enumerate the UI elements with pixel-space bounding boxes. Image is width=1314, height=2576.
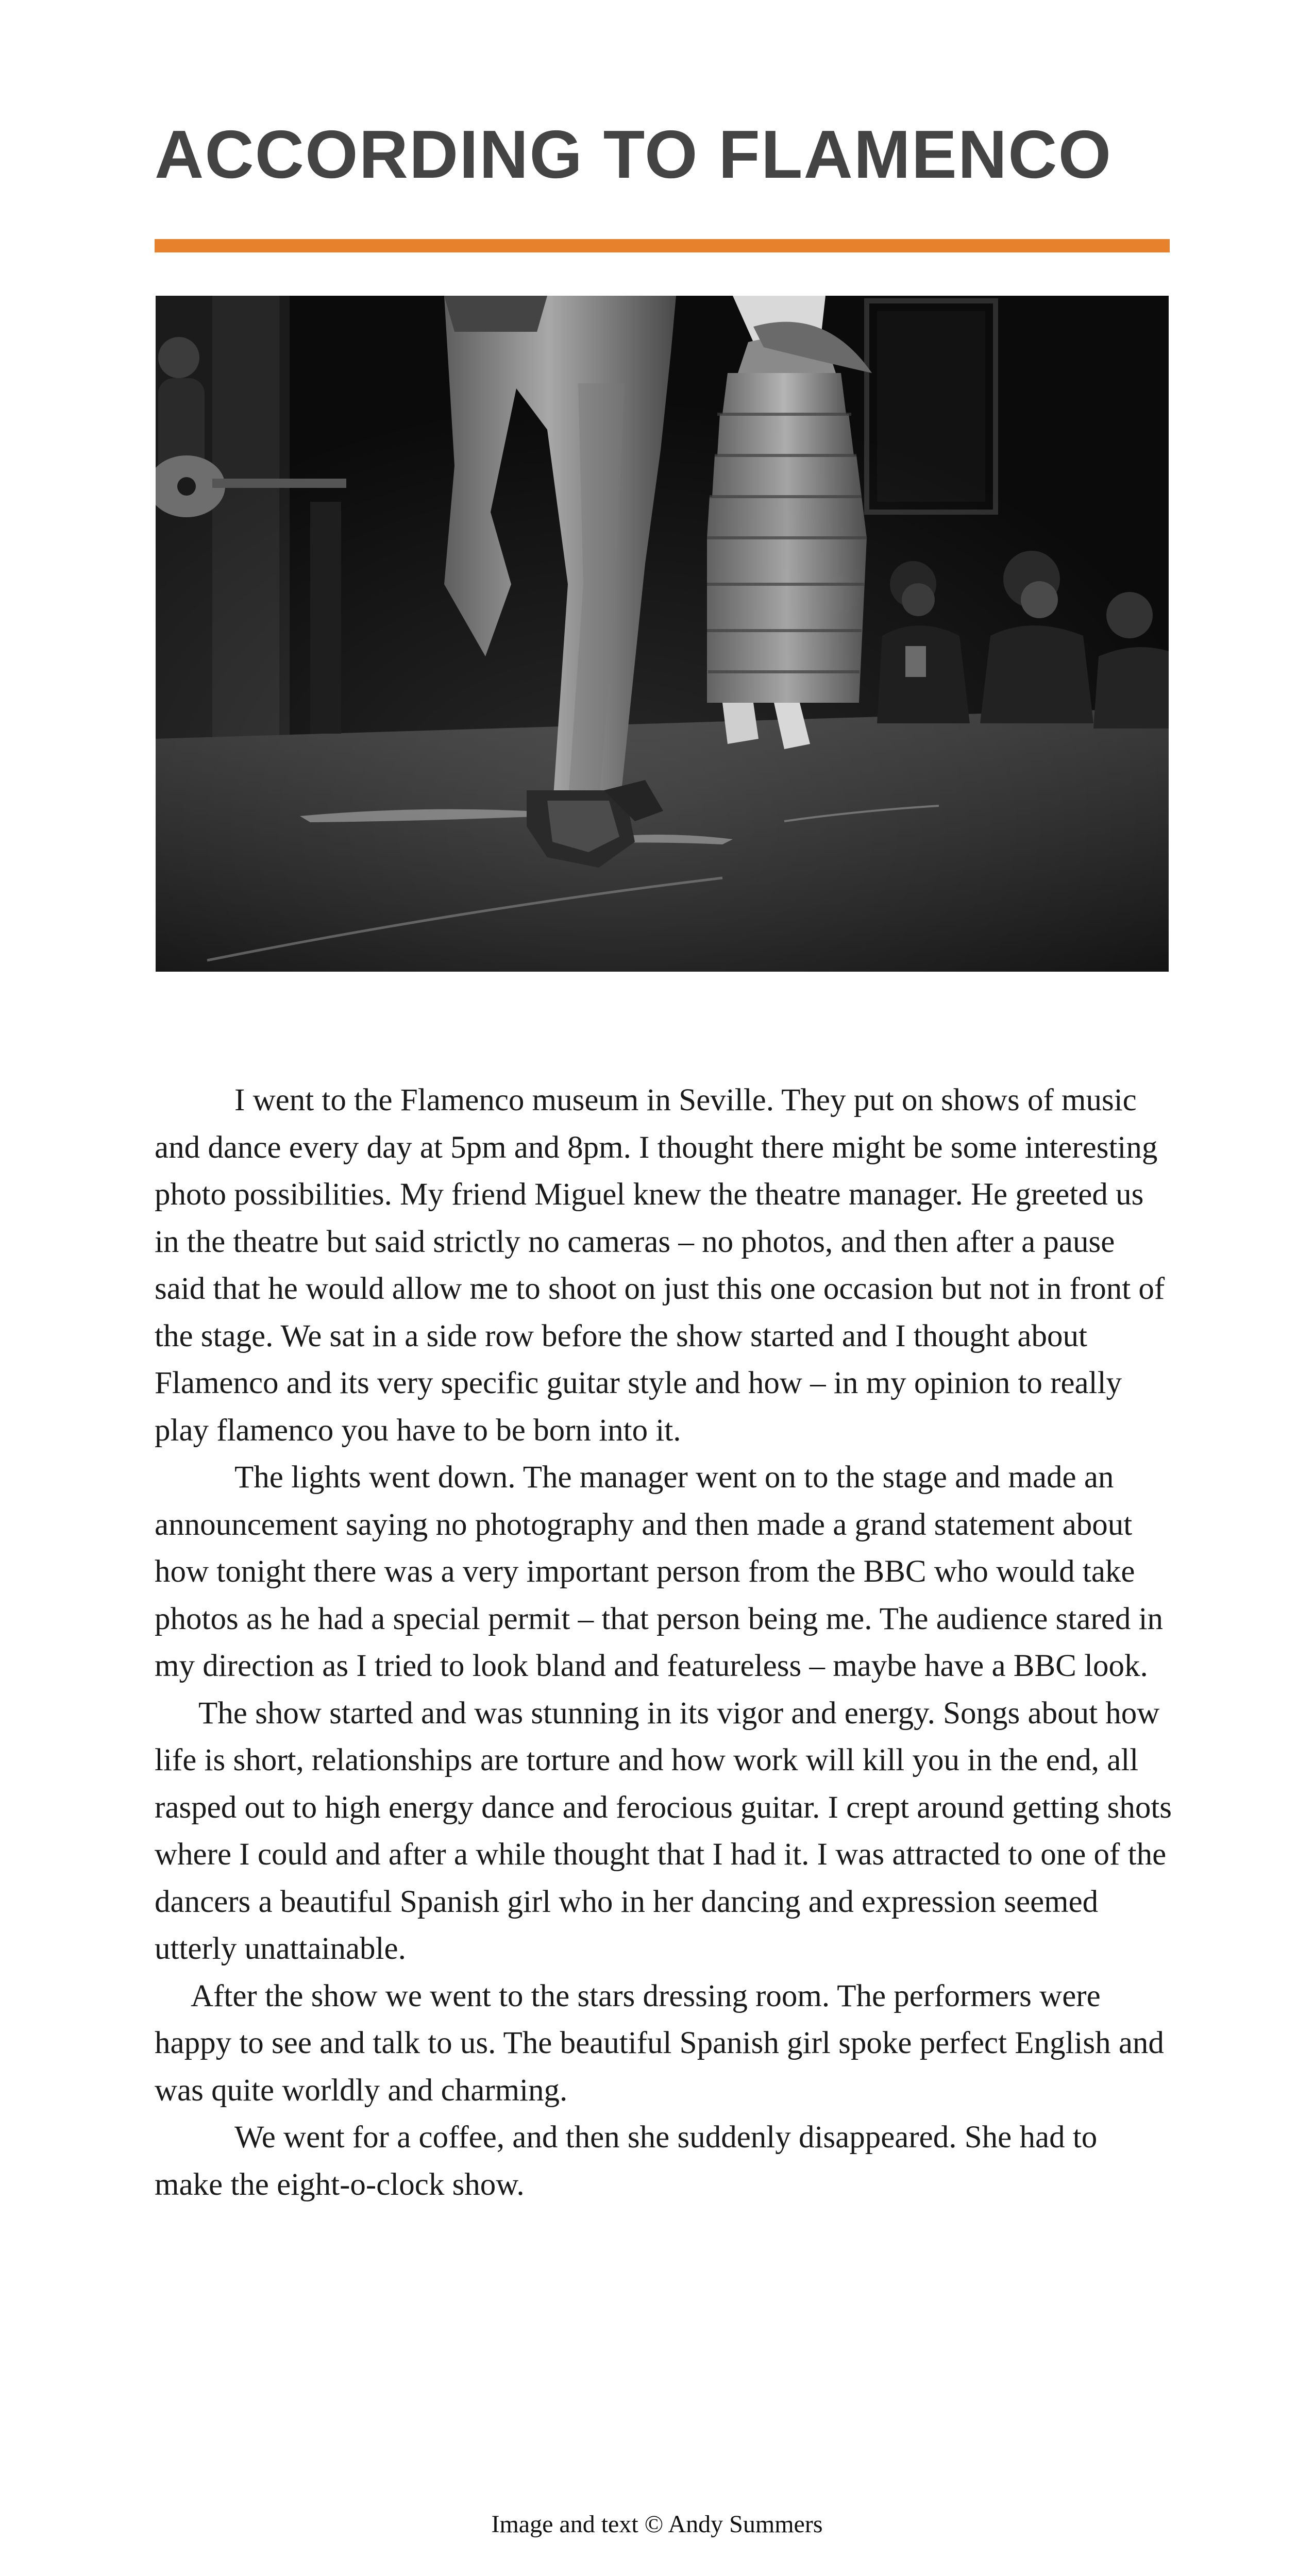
paragraph: The show started and was stunning in its vigor and energy. Songs about how life is short, relationships are torture and how work will kill you in the end, all rasped out to high energy dance and ferocious guitar. I crept around getting shots where I could and after a while thought that I had it. I was attracted to one of the dancers a beautiful Spanish girl who in her dancing and expression seemed utterly unattainable.	[155, 1696, 1172, 1966]
flamenco-photo-illustration	[156, 296, 1169, 972]
paragraph: After the show we went to the stars dressing room. The performers were happy to see and talk to us. The beautiful Spanish girl spoke perfect English and was quite worldly and charming.	[155, 1978, 1164, 2108]
paragraph: We went for a coffee, and then she suddenly disappeared. She had to make the eight-o-clock show.	[155, 2120, 1098, 2202]
page-title: ACCORDING TO FLAMENCO	[155, 116, 1113, 192]
title-underline	[155, 239, 1170, 252]
article-body	[155, 1077, 1172, 2208]
flamenco-photo	[156, 296, 1169, 972]
paragraph: I went to the Flamenco museum in Seville. They put on shows of music and dance every day at 5pm and 8pm. I thought there might be some interesting photo possibilities. My friend Miguel knew the theatre manager. He greeted us in the theatre but said strictly no cameras – no photos, and then after a pause said that he would allow me to shoot on just this one occasion but not in front of the stage. We sat in a side row before the show started and I thought about Flamenco and its very specific guitar style and how – in my opinion to really play flamenco you have to be born into it.	[155, 1083, 1165, 1448]
paragraph: The lights went down. The manager went on to the stage and made an announcement saying no photography and then made a grand statement about how tonight there was a very important person from the BBC who would take photos as he had a special permit – that person being me. The audience stared in my direction as I tried to look bland and featureless – maybe have a BBC look.	[155, 1460, 1164, 1683]
copyright-footer: Image and text © Andy Summers	[491, 2511, 823, 2538]
